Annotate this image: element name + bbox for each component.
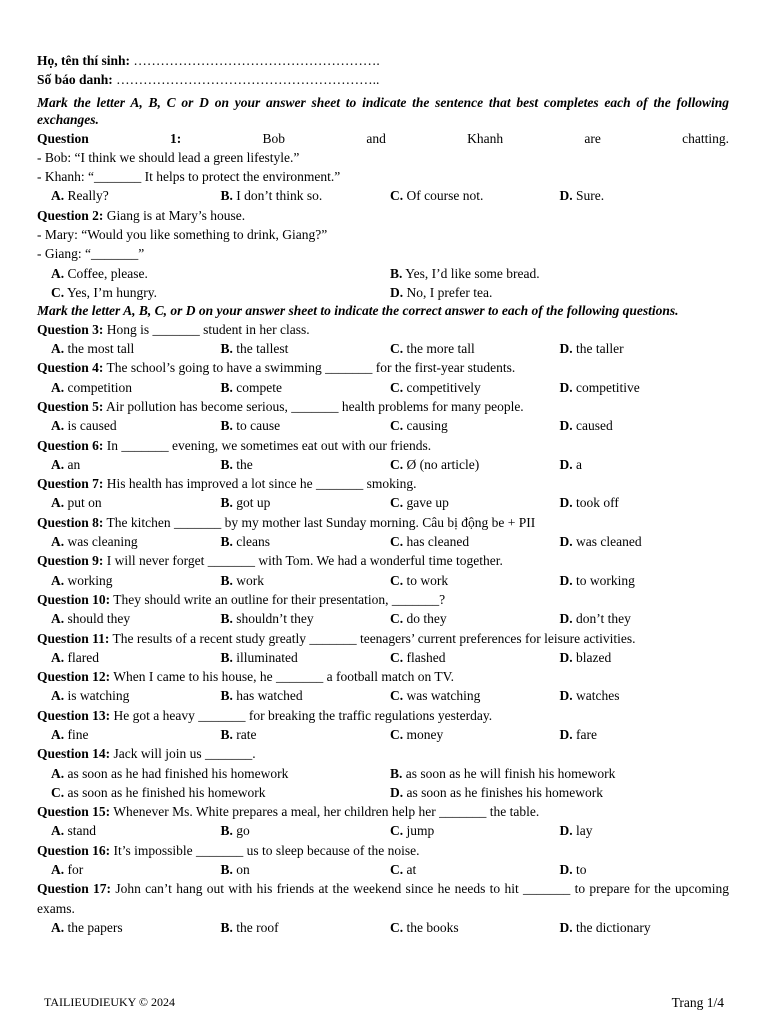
option-d: D. as soon as he finishes his homework — [390, 784, 603, 800]
option-d: D. fare — [559, 727, 597, 742]
q1-dialogue-line: - Bob: “I think we should lead a green lifestyle.” — [37, 149, 300, 165]
option-d: D. No, I prefer tea. — [390, 284, 493, 300]
question-stem: Question 15: Whenever Ms. White prepares a meal, her children help her _______ the table. — [37, 804, 540, 820]
page-number: Trang 1/4 — [671, 995, 724, 1010]
section1-instruction: Mark the letter A, B, C or D on your answer sheet to indicate the sentence that best completes each of the following exchanges. — [37, 94, 729, 128]
q1-dialogue-line: - Khanh: “_______ It helps to protect the environment.” — [37, 169, 341, 185]
question-17-stem: Question 17: John can’t hang out with his friends at the weekend since he needs to hit _______ to prepare for the upcoming exams. — [37, 881, 729, 916]
option-d: D. lay — [559, 823, 593, 839]
q2-options-row2 — [37, 283, 729, 302]
question-options — [37, 686, 729, 705]
option-d: D. watches — [559, 688, 620, 704]
question-stem: Question 10: They should write an outline for their presentation, _______? — [37, 591, 446, 607]
option-b: B. cleans — [220, 534, 270, 550]
option-d: D. the dictionary — [559, 919, 651, 935]
q2-dialogue-line: - Mary: “Would you like something to drink, Giang?” — [37, 227, 328, 243]
question-stem: Question 8: The kitchen _______ by my mother last Sunday morning. Câu bị động be + PII — [37, 514, 536, 530]
option-b: B. as soon as he will finish his homework — [390, 765, 616, 781]
name-label: Họ, tên thí sinh: — [37, 53, 131, 68]
option-a: A. is caused — [51, 418, 117, 434]
questions-list — [37, 320, 729, 745]
question-options — [37, 493, 729, 512]
option-b: B. has watched — [220, 688, 303, 704]
option-c: C. Ø (no article) — [390, 456, 480, 472]
question-14-stem: Question 14: Jack will join us _______. — [37, 746, 256, 762]
option-d: D. the taller — [559, 341, 624, 357]
option-c: C. Of course not. — [390, 188, 484, 204]
option-c: C. causing — [390, 418, 448, 434]
question-1-stem — [37, 129, 729, 148]
question-options — [37, 532, 729, 551]
option-b: B. compete — [220, 379, 282, 395]
option-a: A. is watching — [51, 688, 130, 704]
option-c: C. Yes, I’m hungry. — [51, 284, 158, 300]
question-stem: Question 6: In _______ evening, we sometimes eat out with our friends. — [37, 437, 432, 453]
question-stem: Question 4: The school’s going to have a swimming _______ for the first-year students. — [37, 360, 516, 376]
option-a: A. should they — [51, 611, 131, 627]
page-footer — [44, 995, 724, 1011]
option-a: A. Really? — [51, 188, 109, 204]
option-a: A. Coffee, please. — [51, 265, 148, 281]
q2-dialogue-line: - Giang: “_______” — [37, 246, 145, 262]
q1-word: 1: — [170, 130, 182, 146]
question-options — [37, 378, 729, 397]
question-options — [37, 725, 729, 744]
option-c: C. was watching — [390, 688, 481, 704]
option-c: C. competitively — [390, 379, 481, 395]
option-d: D. took off — [559, 495, 619, 511]
footer-brand: TAILIEUDIEUKY © 2024 — [44, 995, 176, 1009]
option-a: A. competition — [51, 379, 132, 395]
option-c: C. the books — [390, 919, 459, 935]
id-label: Số báo danh: — [37, 72, 113, 88]
question-options — [37, 571, 729, 590]
option-c: C. gave up — [390, 495, 449, 511]
question-stem: Question 9: I will never forget _______ with Tom. We had a wonderful time together. — [37, 553, 503, 569]
option-d: D. a — [559, 456, 582, 472]
q1-word: Question — [37, 130, 89, 146]
option-c: C. has cleaned — [390, 534, 470, 550]
question-options — [37, 416, 729, 435]
option-c: C. as soon as he finished his homework — [51, 784, 266, 800]
option-c: C. jump — [390, 823, 435, 839]
question-2-stem: Question 2: Giang is at Mary’s house. — [37, 207, 246, 223]
q2-options-row1 — [37, 264, 729, 283]
student-name-line — [37, 51, 729, 70]
question-options — [37, 821, 729, 840]
option-a: A. the most tall — [51, 341, 135, 357]
option-b: B. got up — [220, 495, 271, 511]
q1-word: Bob — [262, 130, 286, 146]
option-d: D. competitive — [559, 379, 640, 395]
name-dots: ………………………………………………. — [130, 53, 380, 68]
section2-instruction: Mark the letter A, B, C, or D on your answer sheet to indicate the correct answer to each of the following questions. — [37, 303, 679, 319]
option-a: A. put on — [51, 495, 102, 511]
exam-page — [37, 51, 729, 937]
option-c: C. the more tall — [390, 341, 475, 357]
option-a: A. stand — [51, 823, 96, 839]
question-stem: Question 16: It’s impossible _______ us to sleep because of the noise. — [37, 842, 420, 858]
question-options — [37, 455, 729, 474]
question-options — [37, 339, 729, 358]
question-stem: Question 13: He got a heavy _______ for breaking the traffic regulations yesterday. — [37, 707, 493, 723]
option-a: A. flared — [51, 649, 99, 665]
option-d: D. Sure. — [559, 188, 605, 204]
option-a: A. an — [51, 456, 81, 472]
option-a: A. the papers — [51, 919, 123, 935]
option-c: C. flashed — [390, 649, 446, 665]
q14-options-row2 — [37, 783, 729, 802]
option-b: B. the — [220, 456, 253, 472]
question-options — [37, 609, 729, 628]
option-b: B. illuminated — [220, 649, 298, 665]
option-b: B. Yes, I’d like some bread. — [390, 265, 540, 281]
q1-word: chatting. — [682, 130, 729, 146]
question-stem: Question 3: Hong is _______ student in her class. — [37, 321, 310, 337]
option-c: C. do they — [390, 611, 447, 627]
option-b: B. work — [220, 572, 265, 588]
option-b: B. the tallest — [220, 341, 289, 357]
q1-word: are — [584, 130, 601, 146]
option-b: B. the roof — [220, 919, 279, 935]
option-a: A. as soon as he had finished his homework — [51, 765, 289, 781]
question-options — [37, 648, 729, 667]
question-stem: Question 12: When I came to his house, he _______ a football match on TV. — [37, 669, 454, 685]
option-a: A. working — [51, 572, 113, 588]
option-d: D. caused — [559, 418, 613, 434]
question-stem: Question 5: Air pollution has become serious, _______ health problems for many people. — [37, 398, 524, 414]
option-b: B. I don’t think so. — [220, 188, 323, 204]
student-id-line — [37, 70, 729, 89]
option-d: D. to — [559, 862, 587, 878]
question-stem: Question 11: The results of a recent study greatly _______ teenagers’ current preferences for leisure activities. — [37, 630, 636, 646]
option-a: A. was cleaning — [51, 534, 138, 550]
option-b: B. to cause — [220, 418, 281, 434]
questions-list-2 — [37, 802, 729, 879]
option-b: B. rate — [220, 727, 257, 742]
option-d: D. to working — [559, 572, 635, 588]
q1-word: Khanh — [467, 130, 504, 146]
option-b: B. shouldn’t they — [220, 611, 314, 627]
q1-word: and — [366, 130, 386, 146]
question-stem: Question 7: His health has improved a lot since he _______ smoking. — [37, 476, 417, 492]
option-d: D. was cleaned — [559, 534, 642, 550]
q1-options — [37, 186, 729, 205]
question-options — [37, 860, 729, 879]
option-d: D. blazed — [559, 649, 612, 665]
option-b: B. on — [220, 862, 250, 878]
option-c: C. to work — [390, 572, 449, 588]
q17-options — [37, 918, 729, 937]
option-a: A. for — [51, 862, 84, 878]
option-a: A. fine — [51, 727, 89, 742]
id-dots: ………………………………………………….. — [112, 72, 380, 88]
option-c: C. at — [390, 862, 417, 878]
option-b: B. go — [220, 823, 250, 839]
option-d: D. don’t they — [559, 611, 631, 627]
option-c: C. money — [390, 727, 444, 742]
q14-options-row1 — [37, 764, 729, 783]
